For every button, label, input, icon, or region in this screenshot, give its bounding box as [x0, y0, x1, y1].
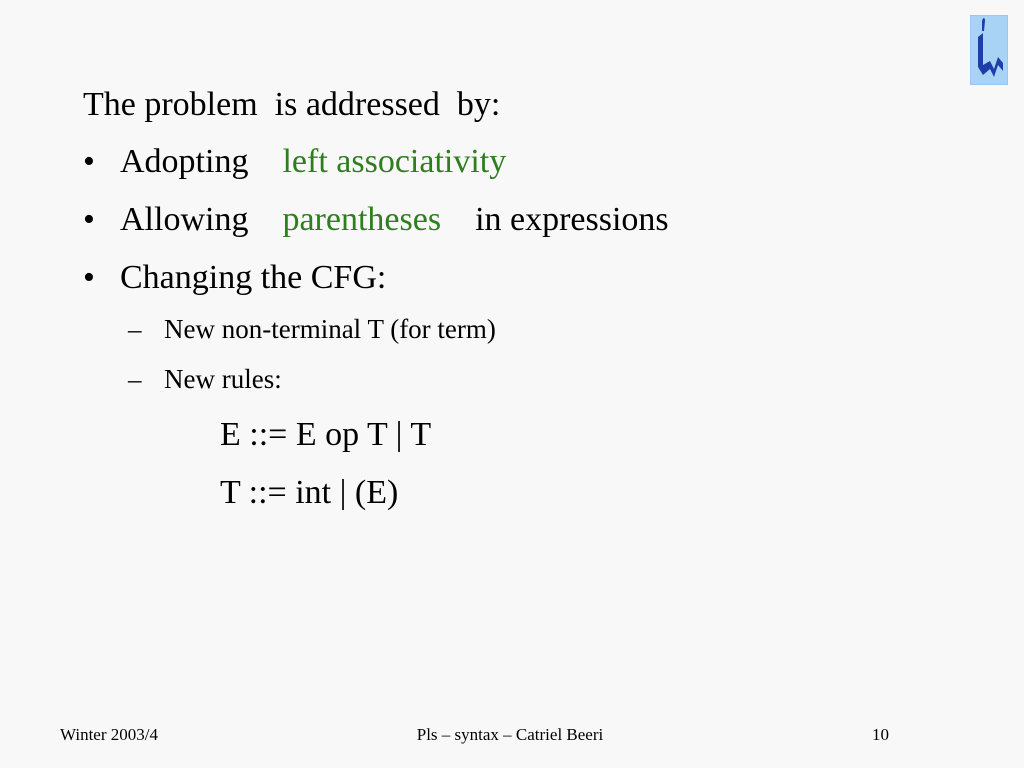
bullet-adopting — [120, 145, 506, 179]
slide-number: 10 — [872, 725, 889, 744]
intro-text: The problem is addressed by: — [83, 86, 501, 123]
bullet-changing-cfg: Changing the CFG: — [120, 259, 387, 296]
sub-bullet-marker: – — [128, 314, 142, 344]
hebrew-letter-logo-icon — [970, 15, 1008, 85]
bullet-marker: • — [83, 259, 95, 296]
sub-bullet-new-rules: New rules: — [164, 364, 282, 394]
footer-title: Pls – syntax – Catriel Beeri — [416, 725, 604, 744]
bullet-marker: • — [83, 143, 95, 180]
bullet-allowing — [120, 203, 669, 237]
bullet-prefix: Adopting — [120, 143, 283, 180]
grammar-rule-t: T ::= int | (E) — [220, 474, 399, 511]
sub-bullet-non-terminal: New non-terminal T (for term) — [164, 314, 496, 344]
bullet-suffix: in expressions — [441, 201, 669, 238]
footer-date: Winter 2003/4 — [60, 725, 158, 744]
sub-bullet-marker: – — [128, 364, 142, 394]
bullet-prefix: Allowing — [120, 201, 283, 238]
highlight-parentheses: parentheses — [282, 201, 442, 238]
bullet-marker: • — [83, 201, 95, 238]
highlight-left-associativity: left associativity — [282, 143, 507, 180]
grammar-rule-e: E ::= E op T | T — [220, 416, 432, 453]
